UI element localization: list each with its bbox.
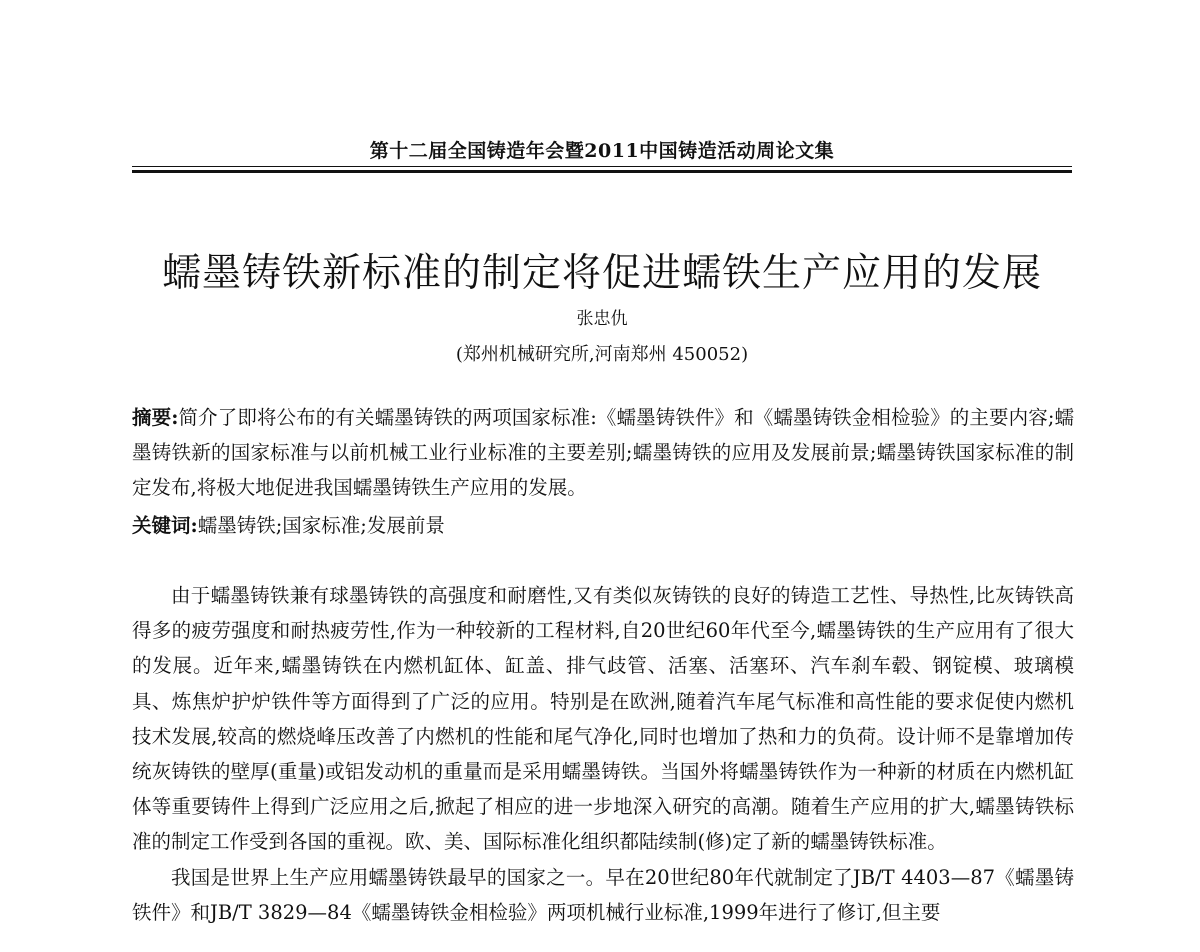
author: 张忠仇 [576,309,628,329]
abstract [132,400,1074,505]
keywords [132,508,1074,543]
header-rule [132,166,1072,167]
body-paragraph: 我国是世界上生产应用蠕墨铸铁最早的国家之一。早在20世纪80年代就制定了JB/T 4403—87《蠕墨铸铁件》和JB/T 3829—84《蠕墨铸铁金相检验》两项机械行业标准,1999年进行了修订,但主要 [132,865,1074,924]
running-header: 第十二届全国铸造年会暨2011中国铸造活动周论文集 [369,140,835,162]
body-paragraph: 由于蠕墨铸铁兼有球墨铸铁的高强度和耐磨性,又有类似灰铸铁的良好的铸造工艺性、导热性,比灰铸铁高得多的疲劳强度和耐热疲劳性,作为一种较新的工程材料,自20世纪60年代至今,蠕墨铸铁的生产应用有了很大的发展。近年来,蠕墨铸铁在内燃机缸体、缸盖、排气歧管、活塞、活塞环、汽车刹车毂、钢锭模、玻璃模具、炼焦炉护炉铁件等方面得到了广泛的应用。特别是在欧洲,随着汽车尾气标准和高性能的要求促使内燃机技术发展,较高的燃烧峰压改善了内燃机的性能和尾气净化,同时也增加了热和力的负荷。设计师不是靠增加传统灰铸铁的壁厚(重量)或铝发动机的重量而是采用蠕墨铸铁。当国外将蠕墨铸铁作为一种新的材质在内燃机缸体等重要铸件上得到广泛应用之后,掀起了相应的进一步地深入研究的高潮。随着生产应用的扩大,蠕墨铸铁标准的制定工作受到各国的重视。欧、美、国际标准化组织都陆续制(修)定了新的蠕墨铸铁标准。 [132,584,1074,854]
abstract-label: 摘要: [132,406,179,429]
paper-title: 蠕墨铸铁新标准的制定将促进蠕铁生产应用的发展 [161,251,1042,296]
keywords-label: 关键词: [132,514,198,537]
keywords-text: 蠕墨铸铁;国家标准;发展前景 [197,514,445,537]
affiliation: (郑州机械研究所,河南郑州 450052) [455,344,749,365]
body-text [132,578,1074,930]
abstract-text: 简介了即将公布的有关蠕墨铸铁的两项国家标准:《蠕墨铸铁件》和《蠕墨铸铁金相检验》的主要内容;蠕墨铸铁新的国家标准与以前机械工业行业标准的主要差别;蠕墨铸铁的应用及发展前景;蠕墨铸铁国家标准的制定发布,将极大地促进我国蠕墨铸铁生产应用的发展。 [132,406,1075,499]
header-rule-thick [132,170,1072,173]
